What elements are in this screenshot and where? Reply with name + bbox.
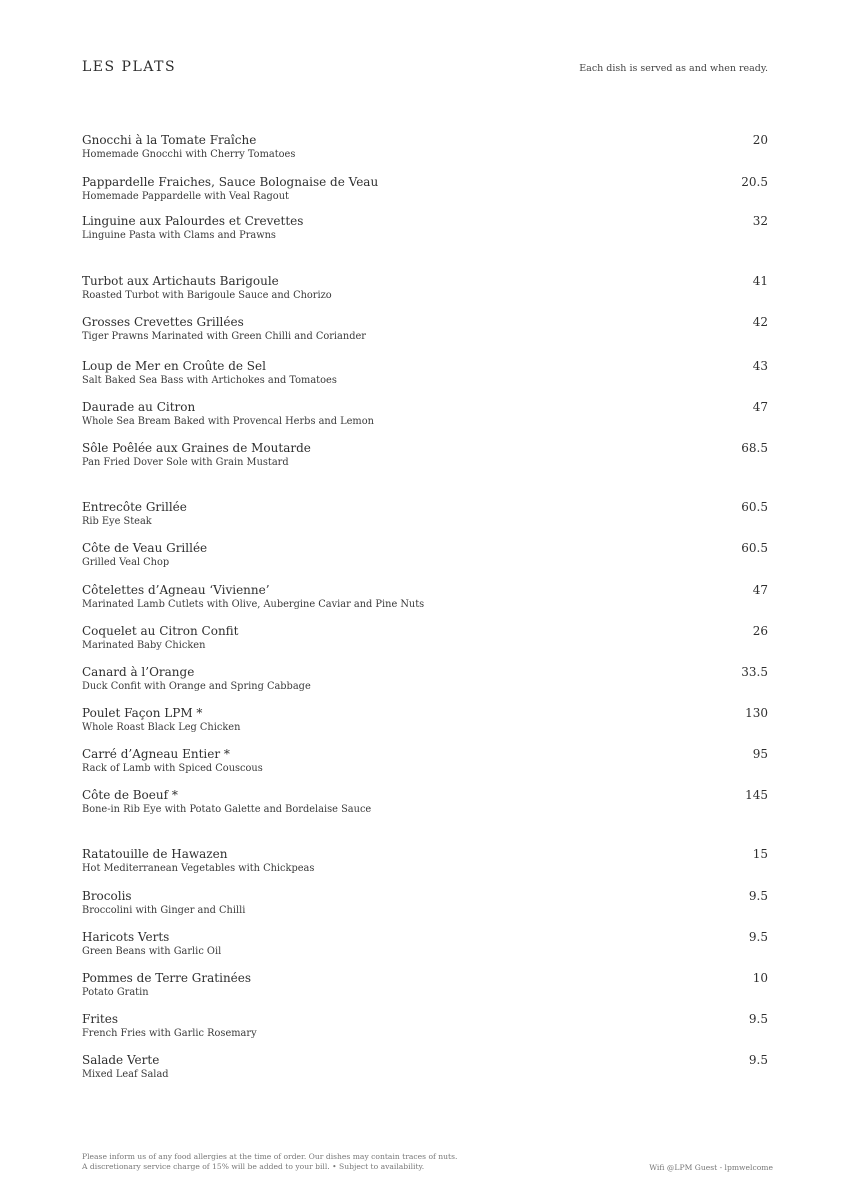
dish-price: 26: [752, 624, 768, 638]
dish-name: Loup de Mer en Croûte de Sel: [82, 359, 266, 373]
dish-price: 60.5: [741, 541, 768, 555]
menu-item: [82, 315, 768, 343]
menu-item: [82, 930, 768, 958]
dish-name: Daurade au Citron: [82, 400, 196, 414]
menu-item: [82, 706, 768, 734]
menu-item: [82, 624, 768, 652]
dish-price: 43: [752, 359, 768, 373]
dish-description: Tiger Prawns Marinated with Green Chilli and Coriander: [82, 331, 366, 342]
menu-item: [82, 1012, 768, 1040]
dish-name: Entrecôte Grillée: [82, 500, 187, 514]
dish-price: 42: [752, 315, 768, 329]
dish-name: Côte de Boeuf *: [82, 788, 178, 802]
menu-item: [82, 889, 768, 917]
dish-name: Canard à l’Orange: [82, 665, 195, 679]
dish-description: Potato Gratin: [82, 987, 149, 998]
dish-description: Roasted Turbot with Barigoule Sauce and Chorizo: [82, 290, 332, 301]
dish-name: Frites: [82, 1012, 118, 1026]
dish-name: Côtelettes d’Agneau ‘Vivienne’: [82, 583, 270, 597]
footer-notes: [82, 1152, 457, 1172]
menu-item: [82, 583, 768, 611]
dish-name: Salade Verte: [82, 1053, 160, 1067]
dish-price: 95: [752, 747, 768, 761]
menu-item: [82, 359, 768, 387]
dish-name: Ratatouille de Hawazen: [82, 847, 228, 861]
dish-description: Homemade Pappardelle with Veal Ragout: [82, 191, 289, 202]
dish-price: 33.5: [741, 665, 768, 679]
dish-description: Bone-in Rib Eye with Potato Galette and Bordelaise Sauce: [82, 804, 372, 815]
menu-item: [82, 441, 768, 469]
dish-price: 130: [745, 706, 768, 720]
dish-description: Homemade Gnocchi with Cherry Tomatoes: [82, 149, 296, 160]
dish-name: Coquelet au Citron Confit: [82, 624, 239, 638]
dish-name: Sôle Poêlée aux Graines de Moutarde: [82, 441, 311, 455]
menu-item: [82, 133, 768, 161]
dish-description: Rack of Lamb with Spiced Couscous: [82, 763, 263, 774]
dish-price: 9.5: [748, 889, 768, 903]
dish-price: 9.5: [748, 930, 768, 944]
dish-price: 20: [752, 133, 768, 147]
menu-item: [82, 175, 768, 203]
dish-description: Mixed Leaf Salad: [82, 1069, 169, 1080]
menu-item: [82, 788, 768, 816]
dish-price: 32: [752, 214, 768, 228]
menu-item: [82, 274, 768, 302]
menu-item: [82, 847, 768, 875]
menu-item: [82, 971, 768, 999]
wifi-info: Wifi @LPM Guest - lpmwelcome: [649, 1163, 773, 1172]
dish-price: 20.5: [741, 175, 768, 189]
dish-description: Green Beans with Garlic Oil: [82, 946, 222, 957]
dish-name: Pappardelle Fraiches, Sauce Bolognaise de Veau: [82, 175, 379, 189]
dish-price: 145: [745, 788, 768, 802]
dish-price: 9.5: [748, 1053, 768, 1067]
menu-item: [82, 500, 768, 528]
dish-description: Grilled Veal Chop: [82, 557, 170, 568]
dish-name: Grosses Crevettes Grillées: [82, 315, 244, 329]
dish-price: 41: [752, 274, 768, 288]
dish-price: 47: [752, 583, 768, 597]
dish-name: Pommes de Terre Gratinées: [82, 971, 252, 985]
page-title: LES PLATS: [82, 59, 177, 75]
dish-description: Whole Roast Black Leg Chicken: [82, 722, 241, 733]
dish-description: Linguine Pasta with Clams and Prawns: [82, 230, 276, 241]
dish-description: Duck Confit with Orange and Spring Cabbage: [82, 681, 311, 692]
dish-name: Poulet Façon LPM *: [82, 706, 203, 720]
dish-price: 68.5: [741, 441, 768, 455]
dish-name: Côte de Veau Grillée: [82, 541, 208, 555]
dish-description: Pan Fried Dover Sole with Grain Mustard: [82, 457, 289, 468]
dish-description: Hot Mediterranean Vegetables with Chickpeas: [82, 863, 315, 874]
dish-description: French Fries with Garlic Rosemary: [82, 1028, 257, 1039]
menu-item: [82, 747, 768, 775]
dish-description: Whole Sea Bream Baked with Provencal Herbs and Lemon: [82, 416, 374, 427]
dish-price: 60.5: [741, 500, 768, 514]
dish-price: 15: [752, 847, 768, 861]
dish-description: Marinated Baby Chicken: [82, 640, 206, 651]
dish-price: 9.5: [748, 1012, 768, 1026]
menu-item: [82, 214, 768, 242]
menu-item: [82, 1053, 768, 1081]
dish-name: Gnocchi à la Tomate Fraîche: [82, 133, 257, 147]
dish-name: Linguine aux Palourdes et Crevettes: [82, 214, 304, 228]
dish-price: 47: [752, 400, 768, 414]
dish-name: Turbot aux Artichauts Barigoule: [82, 274, 279, 288]
dish-description: Marinated Lamb Cutlets with Olive, Aubergine Caviar and Pine Nuts: [82, 599, 425, 610]
dish-description: Salt Baked Sea Bass with Artichokes and Tomatoes: [82, 375, 337, 386]
allergy-note: Please inform us of any food allergies at the time of order. Our dishes may contain traces of nuts.: [82, 1152, 458, 1161]
menu-item: [82, 400, 768, 428]
dish-description: Broccolini with Ginger and Chilli: [82, 905, 246, 916]
dish-name: Haricots Verts: [82, 930, 170, 944]
dish-name: Carré d’Agneau Entier *: [82, 747, 230, 761]
service-note: Each dish is served as and when ready.: [579, 63, 768, 74]
menu-item: [82, 665, 768, 693]
dish-name: Brocolis: [82, 889, 132, 903]
dish-price: 10: [752, 971, 768, 985]
service-charge-note: A discretionary service charge of 15% will be added to your bill. • Subject to availability.: [82, 1162, 425, 1171]
menu-item: [82, 541, 768, 569]
dish-description: Rib Eye Steak: [82, 516, 152, 527]
